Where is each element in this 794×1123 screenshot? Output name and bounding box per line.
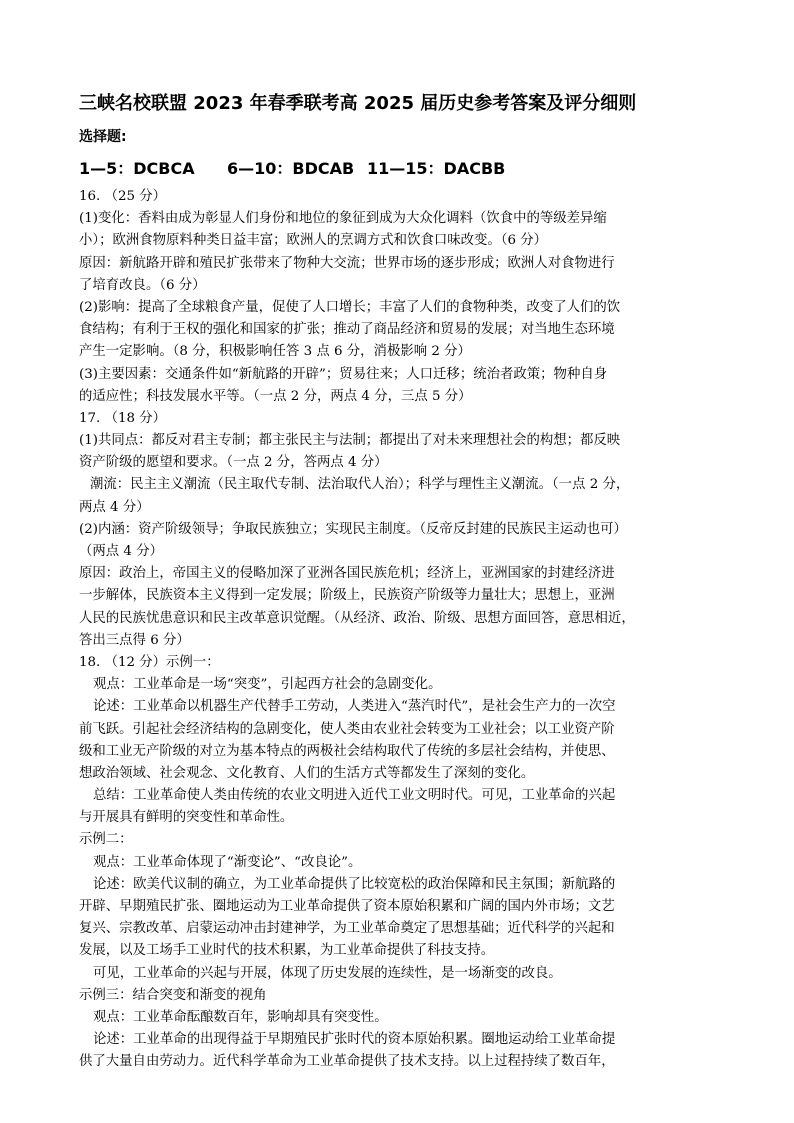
mc-answer-group-1: 1—5：DCBCA	[79, 159, 195, 178]
document-title: 三峡名校联盟 2023 年春季联考高 2025 届历史参考答案及评分细则	[79, 93, 637, 114]
q16-part2-line: 产生一定影响。（8 分，积极影响任答 3 点 6 分，消极影响 2 分）	[79, 344, 471, 360]
q18-example3-heading: 示例三：结合突变和渐变的视角	[79, 987, 267, 1003]
answer-body	[79, 186, 719, 1074]
q18-example1-line: 想政治领域、社会观念、文化教育、人们的生活方式等都发生了深刻的变化。	[79, 765, 535, 781]
q18-example2-line: 论述：欧美代议制的确立，为工业革命提供了比较宽松的政治保障和民主氛围；新航路的	[93, 876, 616, 892]
q16-reason-line: 原因：新航路开辟和殖民扩张带来了物种大交流；世界市场的逐步形成；欧洲人对食物进行	[79, 255, 615, 271]
q18-example3-line: 供了大量自由劳动力。近代科学革命为工业革命提供了技术支持。以上过程持续了数百年，	[79, 1054, 615, 1070]
q18-example1-line: 级和工业无产阶级的对立为基本特点的两极社会结构取代了传统的多层社会结构，并使思、	[79, 743, 615, 759]
multiple-choice-label: 选择题:	[79, 129, 127, 145]
q18-example1-line: 总结：工业革命使人类由传统的农业文明进入近代工业文明时代。可见，工业革命的兴起	[93, 788, 616, 804]
q16-part3-line: 的适应性；科技发展水平等。（一点 2 分，两点 4 分，三点 5 分）	[79, 388, 472, 404]
q18-example1-line: 前飞跃。引起社会经济结构的急剧变化，使人类由农业社会转变为工业社会；以工业资产阶	[79, 721, 615, 737]
q18-example2-line: 开辟、早期殖民扩张、圈地运动为工业革命提供了资本原始积累和广阔的国内外市场；文艺	[79, 899, 615, 914]
q16-part1-line: 小）；欧洲食物原料种类日益丰富；欧洲人的烹调方式和饮食口味改变。（6 分）	[79, 233, 548, 249]
q17-reason-line: 人民的民族忧患意识和民主改革意识觉醒。（从经济、政治、阶级、思想方面回答，意思相近，	[79, 610, 635, 626]
q18-example2-line: 可见，工业革命的兴起与开展，体现了历史发展的连续性，是一场渐变的改良。	[93, 965, 562, 981]
q16-part2-line: (2)影响：提高了全球粮食产量，促使了人口增长；丰富了人们的食物种类，改变了人们的饮	[79, 299, 621, 315]
q17-part1-line: (1)共同点：都反对君主专制；都主张民主与法制；都提出了对未来理想社会的构想；都反映	[79, 433, 621, 449]
q17-reason-line: 原因：政治上，帝国主义的侵略加深了亚洲各国民族危机；经济上，亚洲国家的封建经济进	[79, 566, 615, 582]
question-18-heading: 18. （12 分）示例一：	[79, 654, 220, 670]
q17-part2-line: （两点 4 分）	[79, 544, 163, 559]
q18-example2-heading: 示例二：	[79, 832, 133, 848]
q16-part2-line: 食结构；有利于王权的强化和国家的扩张；推动了商品经济和贸易的发展；对当地生态环境	[79, 322, 615, 338]
q16-part3-line: (3)主要因素：交通条件如“新航路的开辟”；贸易往来；人口迁移；统治者政策；物种自身	[79, 366, 608, 382]
q16-part1-line: (1)变化：香料由成为彰显人们身份和地位的象征到成为大众化调料（饮食中的等级差异缩	[79, 211, 607, 227]
question-16-heading: 16. （25 分）	[79, 189, 167, 204]
q17-reason-line: 答出三点得 6 分）	[79, 632, 190, 648]
q18-example2-line: 发展，以及工场手工业时代的技术积累，为工业革命提供了科技支持。	[79, 943, 495, 959]
mc-answer-group-2: 6—10：BDCAB	[227, 159, 355, 178]
q18-example3-line: 论述：工业革命的出现得益于早期殖民扩张时代的资本原始积累。圈地运动给工业革命提	[93, 1032, 616, 1048]
q17-trend-line: 潮流：民主主义潮流（民主取代专制、法治取代人治）；科学与理性主义潮流。（一点 2 分，	[90, 477, 630, 493]
q18-example1-line: 与开展具有鲜明的突变性和革命性。	[79, 810, 294, 826]
q17-reason-line: 一步解体，民族资本主义得到一定发展；阶级上，民族资产阶级等力量壮大；思想上，亚洲	[79, 588, 615, 604]
q18-example2-line: 观点：工业革命体现了“渐变论”、“改良论”。	[93, 854, 362, 870]
q17-part1-line: 资产阶级的愿望和要求。（一点 2 分，答两点 4 分）	[79, 455, 388, 471]
q18-example1-line: 论述：工业革命以机器生产代替手工劳动，人类进入“蒸汽时代”，是社会生产力的一次空	[93, 699, 616, 715]
q17-trend-line: 两点 4 分）	[79, 499, 150, 515]
question-17-heading: 17. （18 分）	[79, 410, 167, 426]
q17-part2-line: (2)内涵：资产阶级领导；争取民族独立；实现民主制度。（反帝反封建的民族民主运动也可）	[79, 521, 627, 537]
q18-example1-line: 观点：工业革命是一场“突变”，引起西方社会的急剧变化。	[93, 677, 442, 693]
q18-example2-line: 复兴、宗教改革、启蒙运动冲击封建神学，为工业革命奠定了思想基础；近代科学的兴起和	[79, 921, 615, 937]
q16-reason-line: 了培育改良。（6 分）	[79, 277, 206, 293]
q18-example3-line: 观点：工业革命酝酿数百年，影响却具有突变性。	[93, 1009, 388, 1025]
mc-answer-group-3: 11—15：DACBB	[367, 159, 506, 178]
